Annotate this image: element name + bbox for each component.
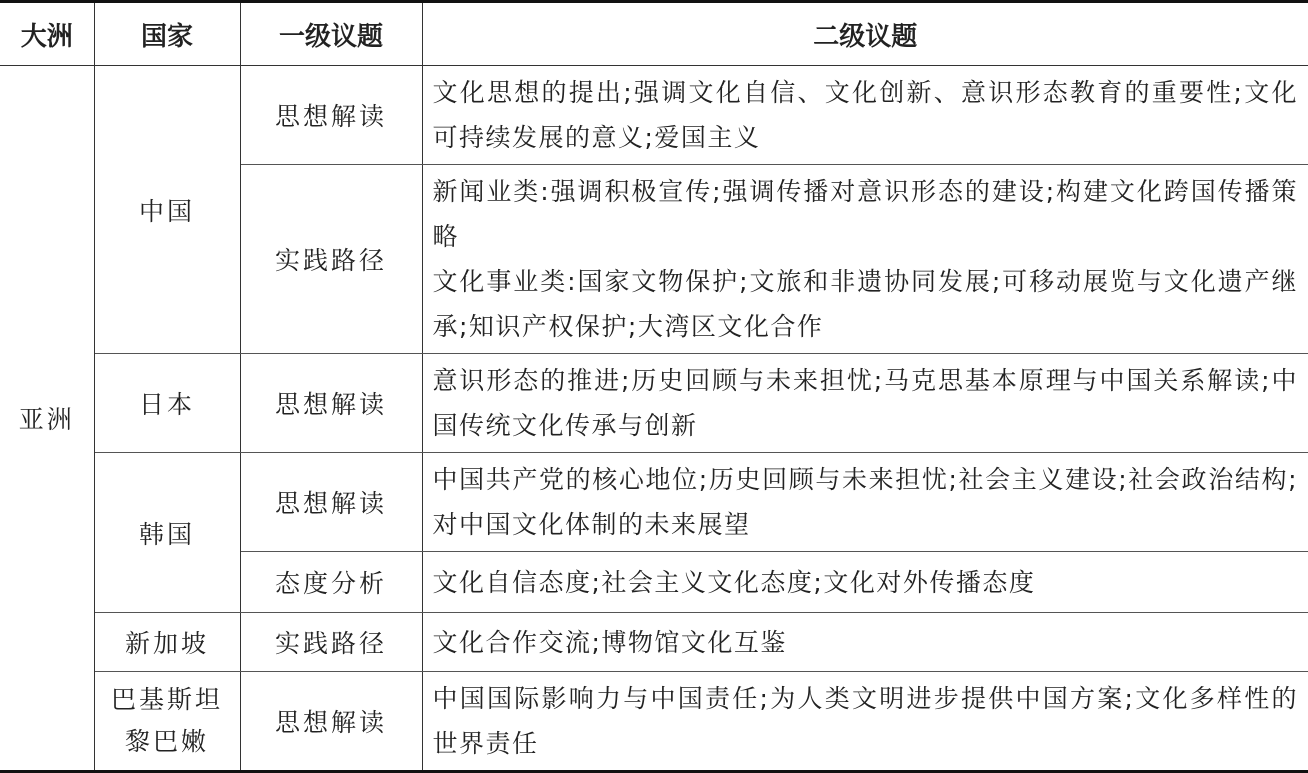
level1-cell: 思想解读	[240, 672, 422, 772]
header-row	[0, 2, 1308, 66]
level2-text: 新闻业类:强调积极宣传;强调传播对意识形态的建设;构建文化跨国传播策略	[432, 177, 1298, 251]
table-row	[0, 66, 1308, 165]
country-cell-china: 中国	[94, 66, 240, 354]
level2-cell	[422, 354, 1308, 453]
level1-cell: 实践路径	[240, 165, 422, 354]
header-country: 国家	[94, 2, 240, 66]
table-row	[0, 613, 1308, 672]
level2-cell	[422, 66, 1308, 165]
level1-cell: 态度分析	[240, 552, 422, 613]
level2-text: 文化自信态度;社会主义文化态度;文化对外传播态度	[432, 567, 1036, 597]
level2-cell	[422, 165, 1308, 354]
table-row	[0, 354, 1308, 453]
header-level1: 一级议题	[240, 2, 422, 66]
country-cell-japan: 日本	[94, 354, 240, 453]
level2-text: 中国共产党的核心地位;历史回顾与未来担忧;社会主义建设;社会政治结构;对中国文化体制的未来展望	[432, 465, 1298, 539]
level2-cell	[422, 672, 1308, 772]
level2-text: 意识形态的推进;历史回顾与未来担忧;马克思基本原理与中国关系解读;中国传统文化传承与创新	[432, 366, 1298, 440]
level1-cell: 思想解读	[240, 453, 422, 552]
level1-cell: 思想解读	[240, 66, 422, 165]
level2-text: 中国国际影响力与中国责任;为人类文明进步提供中国方案;文化多样性的世界责任	[432, 684, 1298, 758]
header-level2: 二级议题	[422, 2, 1308, 66]
level2-text: 文化事业类:国家文物保护;文旅和非遗协同发展;可移动展览与文化遗产继承;知识产权保护;大湾区文化合作	[432, 267, 1298, 341]
continent-cell: 亚洲	[0, 66, 94, 772]
country-cell-singapore: 新加坡	[94, 613, 240, 672]
level2-cell	[422, 552, 1308, 613]
level2-text: 文化思想的提出;强调文化自信、文化创新、意识形态教育的重要性;文化可持续发展的意义;爱国主义	[432, 78, 1298, 152]
level1-cell: 实践路径	[240, 613, 422, 672]
country-name-line: 巴基斯坦	[110, 685, 223, 714]
level1-cell: 思想解读	[240, 354, 422, 453]
table-row	[0, 672, 1308, 772]
level2-cell	[422, 613, 1308, 672]
header-continent: 大洲	[0, 2, 94, 66]
country-name-line: 黎巴嫩	[124, 727, 209, 756]
country-cell-korea: 韩国	[94, 453, 240, 613]
country-cell-pakistan-lebanon	[94, 672, 240, 772]
level2-text: 文化合作交流;博物馆文化互鉴	[432, 627, 787, 657]
table-row	[0, 453, 1308, 552]
level2-cell	[422, 453, 1308, 552]
